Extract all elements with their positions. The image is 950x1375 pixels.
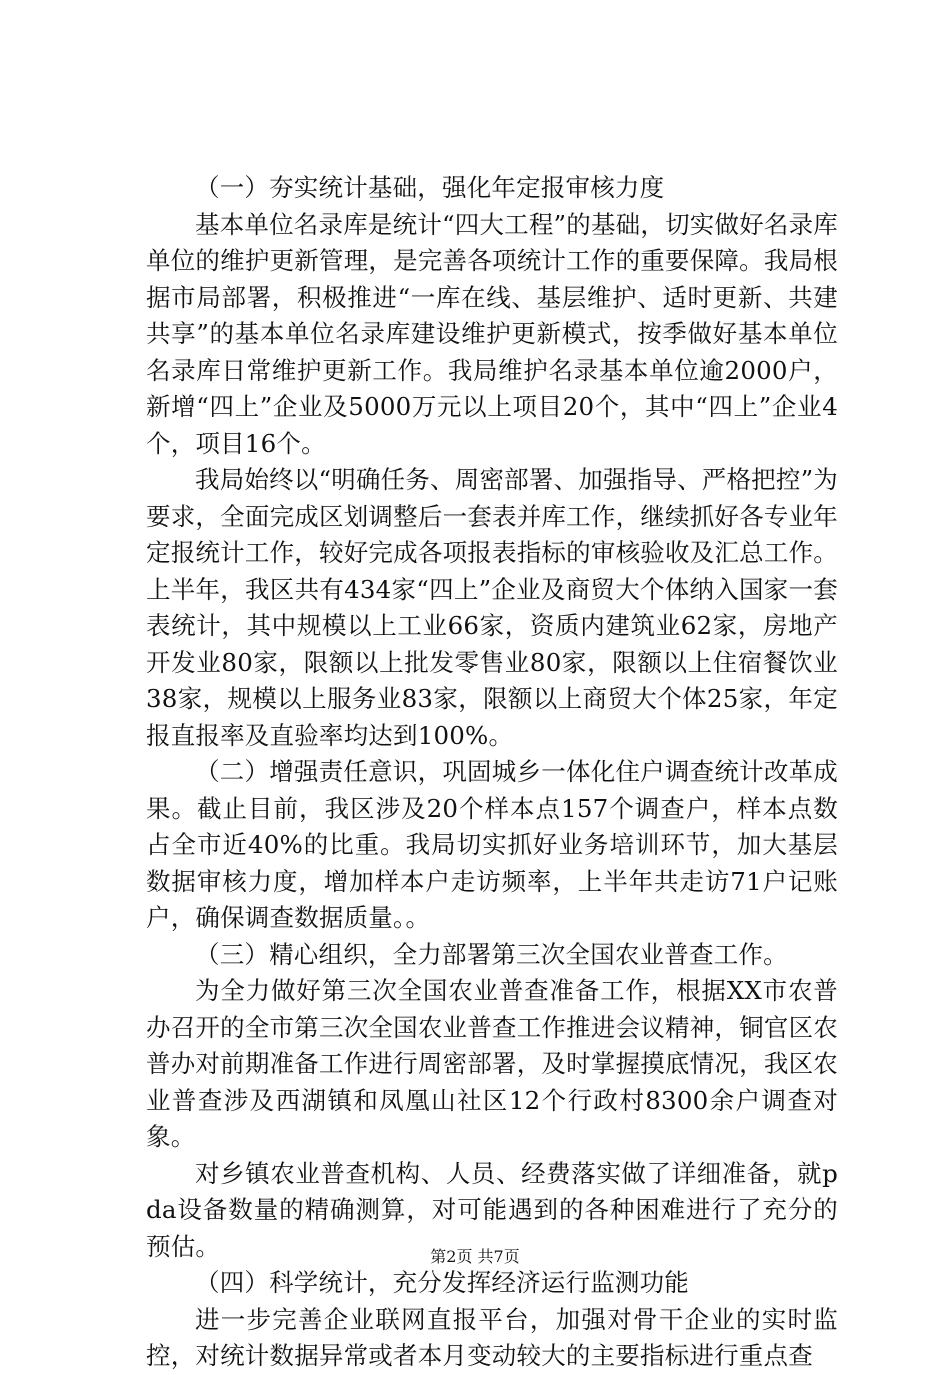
- body-paragraph: 进一步完善企业联网直报平台，加强对骨干企业的实时监控，对统计数据异常或者本月变动较大的主要指标进行重点查: [146, 1304, 838, 1370]
- section-heading-4: （四）科学统计，充分发挥经济运行监测功能: [195, 1268, 689, 1297]
- page-total: 共7页: [477, 1247, 520, 1266]
- body-paragraph: 我局始终以“明确任务、周密部署、加强指导、严格把控”为要求，全面完成区划调整后一套表并库工作，继续抓好各专业年定报统计工作，较好完成各项报表指标的审核验收及汇总工作。上半年，我区共有434家“四上”企业及商贸大个体纳入国家一套表统计，其中规模以上工业66家，资质内建筑业62家，房地产开发业80家，限额以上批发零售业80家，限额以上住宿餐饮业38家，规模以上服务业83家，限额以上商贸大个体25家，年定报直报率及直验率均达到100%。: [146, 465, 838, 750]
- body-paragraph: 基本单位名录库是统计“四大工程”的基础，切实做好名录库单位的维护更新管理，是完善各项统计工作的重要保障。我局根据市局部署，积极推进“一库在线、基层维护、适时更新、共建共享”的基本单位名录库建设维护更新模式，按季做好基本单位名录库日常维护更新工作。我局维护名录基本单位逾2000户，新增“四上”企业及5000万元以上项目20个，其中“四上”企业4个，项目16个。: [146, 209, 838, 458]
- page-number: 第2页: [430, 1247, 473, 1266]
- section-heading-1: （一）夯实统计基础，强化年定报审核力度: [195, 173, 665, 202]
- section-heading-2: （二）增强责任意识，巩固城乡一体化住户调查统计改革成果。截止目前，我区涉及20个样本点157个调查户，样本点数占全市近40%的比重。我局切实抓好业务培训环节，加大基层数据审核力度，增加样本户走访频率，上半年共走访71户记账户，确保调查数据质量。。: [146, 757, 838, 932]
- section-heading-3: （三）精心组织，全力部署第三次全国农业普查工作。: [195, 939, 788, 969]
- page-footer: [0, 1247, 950, 1267]
- document-body: [146, 170, 838, 1375]
- body-paragraph: 对乡镇农业普查机构、人员、经费落实做了详细准备，就pda设备数量的精确测算，对可能遇到的各种困难进行了充分的预估。: [146, 1158, 838, 1261]
- body-paragraph: 为全力做好第三次全国农业普查准备工作，根据XX市农普办召开的全市第三次全国农业普查工作推进会议精神，铜官区农普办对前期准备工作进行周密部署，及时掌握摸底情况，我区农业普查涉及西湖镇和凤凰山社区12个行政村8300余户调查对象。: [146, 976, 838, 1151]
